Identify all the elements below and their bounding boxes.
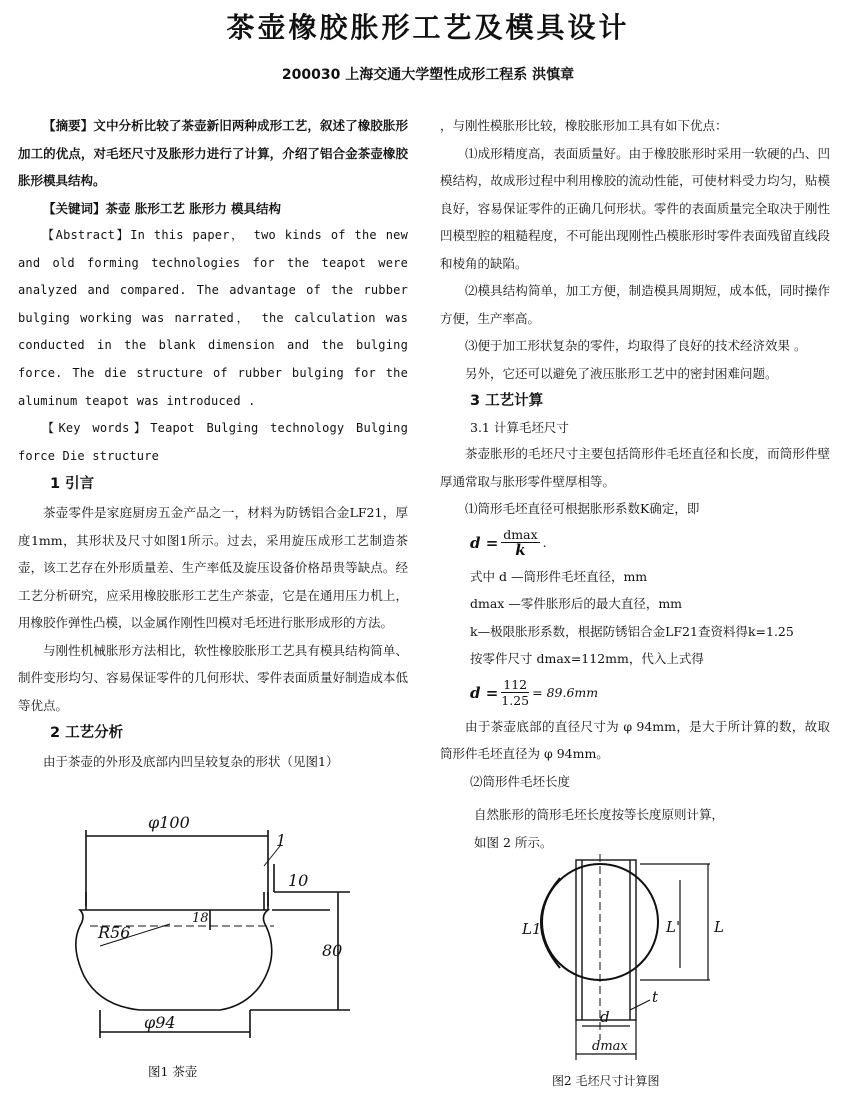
paragraph-intro-2: 与刚性机械胀形方法相比，软性橡胶胀形工艺具有模具结构简单、制件变形均匀、容易保证零件的几何形状、零件表面质量好制造成本低等优点。 xyxy=(18,642,408,713)
paragraph-advantage-3: ⑶便于加工形状复杂的零件，均取得了良好的技术经济效果 。 xyxy=(465,338,807,353)
paragraph-analysis: 由于茶壶的外形及底部内凹呈较复杂的形状（见图1） xyxy=(43,754,339,770)
paragraph-intro-1: 茶壶零件是家庭厨房五金产品之一，材料为防锈铝合金LF21，厚度1mm，其形状及尺寸如图1所示。过去，采用旋压成形工艺制造茶壶，该工艺存在外形质量差、生产率低及旋压设备价格昂贵等缺点。经工艺分析研究，应采用橡胶胀形工艺生产茶壶，它是在通用压力机上，用橡胶作弹性凸模，以金属作刚性凹模对毛坯进行胀形成形的方法。 xyxy=(18,505,408,631)
section-heading-2: 2 工艺分析 xyxy=(50,725,124,742)
eq1-tail: . xyxy=(542,535,547,550)
eq1-numerator: dmax xyxy=(503,527,538,542)
eq1-fraction xyxy=(501,527,539,558)
definition-d: 式中 d —筒形件毛坯直径，mm xyxy=(470,568,648,584)
paragraph-compare: ，与刚性模胀形比较，橡胶胀形加工具有如下优点： xyxy=(440,118,728,133)
paragraph-length-heading: ⑵筒形件毛坯长度 xyxy=(470,773,571,789)
eq1-denominator: k xyxy=(515,541,526,559)
abstract-cn xyxy=(18,112,408,195)
leader-t xyxy=(630,1000,650,1010)
paragraph-diameter: ⑴筒形毛坯直径可根据胀形系数K确定，即 xyxy=(465,501,700,516)
eq2-fraction xyxy=(501,677,529,708)
label-top-dia: φ100 xyxy=(148,813,190,832)
author-byline: 200030 上海交通大学塑性成形工程系 洪慎章 xyxy=(281,67,575,83)
section-heading-1: 1 引言 xyxy=(50,476,95,493)
paragraph-blank-size: 茶壶胀形的毛坯尺寸主要包括筒形件毛坯直径和长度，而筒形件壁厚通常取与胀形零件壁厚相等。 xyxy=(440,446,830,489)
paragraph-sealing: 另外，它还可以避免了液压胀形工艺中的密封困难问题。 xyxy=(465,365,778,381)
paragraph-substitute: 按零件尺寸 dmax=112mm，代入上式得 xyxy=(470,651,704,666)
paragraph-advantage-2: ⑵模具结构简单，加工方便，制造模具周期短，成本低，同时操作方便，生产率高。 xyxy=(440,283,830,326)
keywords-cn: 【关键词】茶壶 胀形工艺 胀形力 模具结构 xyxy=(43,200,282,216)
eq2-lhs: d = xyxy=(470,683,499,702)
figure-1-caption: 图1 茶壶 xyxy=(148,1064,198,1079)
definition-dmax: dmax —零件胀形后的最大直径，mm xyxy=(470,596,683,611)
label-l: L xyxy=(714,918,724,936)
definition-k: k—极限胀形系数，根据防锈铝合金LF21查资料得k=1.25 xyxy=(470,623,794,639)
eq2-numerator: 112 xyxy=(503,677,528,692)
abstract-en: 【Abstract】In this paper， two kinds of the new and old forming technologies for the teapot were analyzed and compared. The advantage of the rubber bulging working was narrated， the calculation was conducted in the blank dimension and the bulging force. The die structure of rubber bulging for the aluminum teapot was introduced . xyxy=(18,228,408,408)
label-t: t xyxy=(652,988,659,1006)
figure-1-teapot-drawing xyxy=(60,806,360,1064)
eq2-rhs: = 89.6mm xyxy=(532,685,599,700)
paragraph-advantage-1: ⑴成形精度高，表面质量好。由于橡胶胀形时采用一软硬的凸、凹模结构，故成形过程中利用橡胶的流动性能，可使材料受力均匀，贴模良好，容易保证零件的正确几何形状。零件的表面质量完全取决于刚性凹模型腔的粗糙程度，不可能出现刚性凸模胀形时零件表面残留直线段和棱角的缺陷。 xyxy=(440,145,830,271)
label-thick: 1 xyxy=(276,831,287,850)
abstract-text: 文中分析比较了茶壶新旧两种成形工艺，叙述了橡胶胀形加工的优点，对毛坯尺寸及胀形力进行了计算，介绍了铝合金茶壶橡胶胀形模具结构。 xyxy=(18,118,408,188)
label-d: d xyxy=(600,1008,610,1026)
label-dim10: 10 xyxy=(288,871,309,890)
keywords-en: 【Key words】Teapot Bulging technology Bulging force Die structure xyxy=(18,421,408,463)
paper-title: 茶壶橡胶胀形工艺及模具设计 xyxy=(226,11,630,44)
left-column xyxy=(18,112,408,776)
paragraph-fig2-ref: 如图 2 所示。 xyxy=(474,834,553,850)
label-l-prime: L' xyxy=(666,918,681,936)
label-radius: R56 xyxy=(98,923,131,942)
label-dmax: dmax xyxy=(592,1039,628,1054)
arc-l1 xyxy=(541,878,560,968)
abstract-label: 【摘要】 xyxy=(43,118,94,133)
eq2-denominator: 1.25 xyxy=(501,693,530,708)
paragraph-length: 自然胀形的筒形毛坯长度按等长度原则计算， xyxy=(474,807,725,822)
equation-2 xyxy=(440,673,830,713)
subsection-heading-3-1: 3.1 计算毛坯尺寸 xyxy=(470,420,569,435)
figure-2-blank-calc-drawing xyxy=(500,850,760,1068)
figure-2-caption: 图2 毛坯尺寸计算图 xyxy=(552,1074,660,1088)
equation-1 xyxy=(440,523,830,563)
label-l1: L1 xyxy=(522,920,542,938)
paragraph-choose-diameter: 由于茶壶底部的直径尺寸为 φ 94mm，是大于所计算的数，故取筒形件毛坯直径为 φ 94mm。 xyxy=(440,718,830,761)
right-column xyxy=(440,112,830,856)
section-heading-3: 3 工艺计算 xyxy=(470,393,544,409)
label-bottom-dia: φ94 xyxy=(144,1013,176,1032)
eq1-lhs: d = xyxy=(470,533,499,552)
blank-cylinder xyxy=(576,860,636,1020)
label-height: 80 xyxy=(322,941,343,960)
label-dim18: 18 xyxy=(192,911,209,926)
